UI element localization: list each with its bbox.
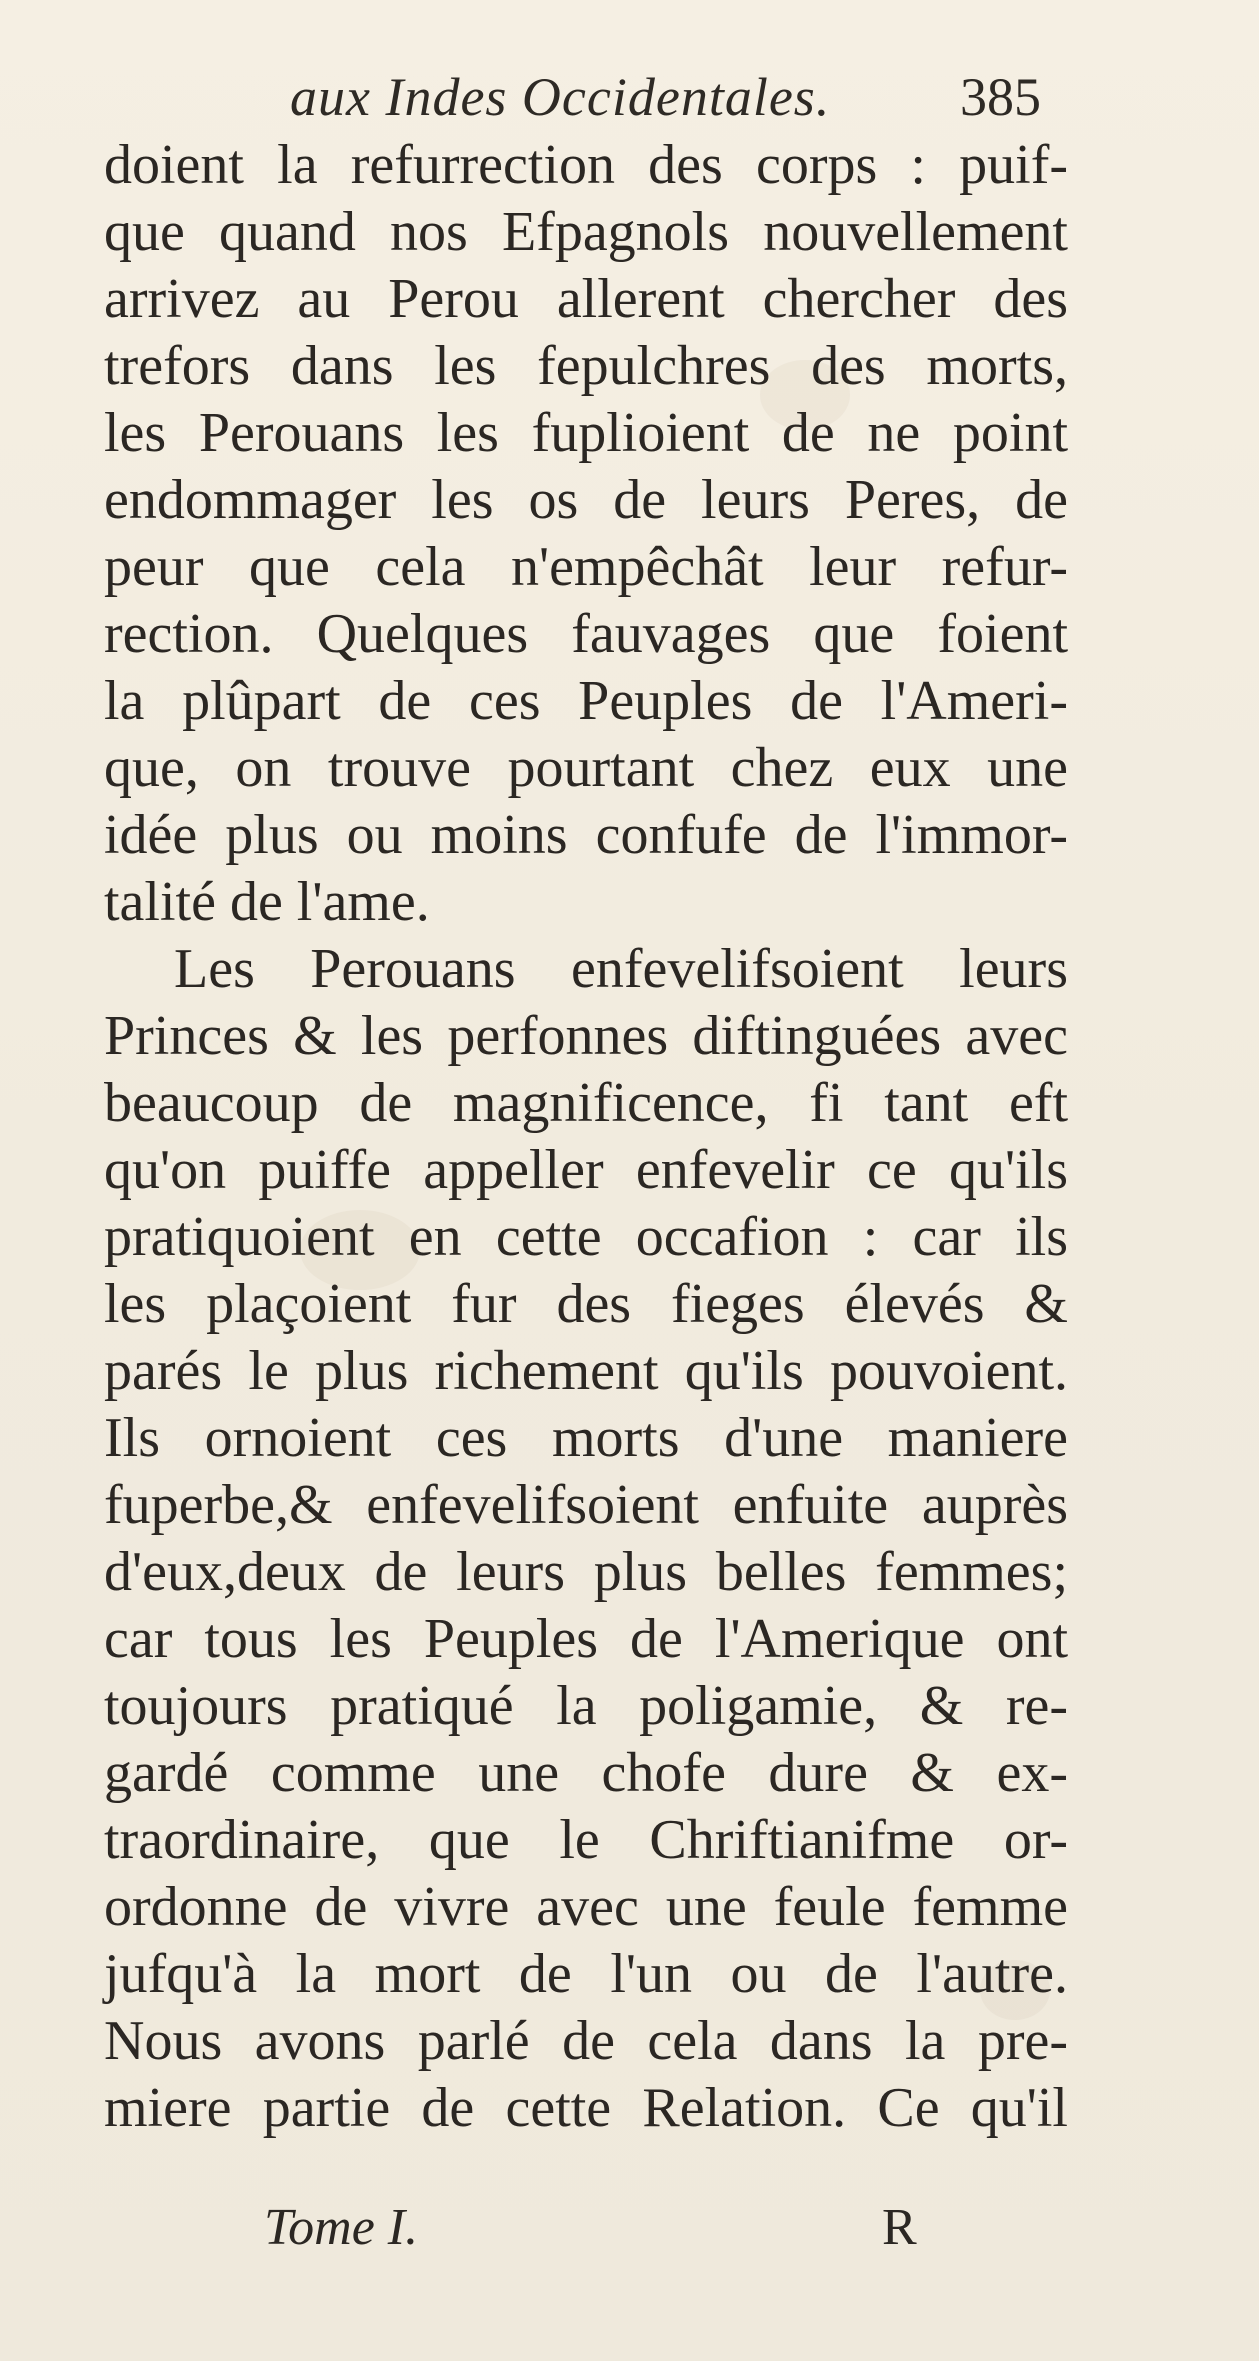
text-line: jufqu'à la mort de l'un ou de l'autre. xyxy=(104,1943,1068,2005)
text-line: rection. Quelques fauvages que foient xyxy=(104,603,1068,665)
text-line: Les Perouans enfevelifsoient leurs xyxy=(174,938,1068,1000)
text-line: talité de l'ame. xyxy=(104,871,430,933)
page-number: 385 xyxy=(960,67,1041,127)
text-line: que quand nos Efpagnols nouvellement xyxy=(104,201,1068,263)
text-line: la plûpart de ces Peuples de l'Ameri- xyxy=(104,670,1068,732)
text-line: parés le plus richement qu'ils pouvoient. xyxy=(104,1340,1068,1402)
text-line: gardé comme une chofe dure & ex- xyxy=(104,1742,1068,1804)
text-line: Nous avons parlé de cela dans la pre- xyxy=(104,2010,1068,2072)
running-title: aux Indes Occidentales. xyxy=(290,67,831,127)
text-line: traordinaire, que le Chriftianifme or- xyxy=(104,1809,1068,1871)
text-line: que, on trouve pourtant chez eux une xyxy=(104,737,1068,799)
text-line: car tous les Peuples de l'Amerique ont xyxy=(104,1608,1068,1670)
text-line: idée plus ou moins confufe de l'immor- xyxy=(104,804,1068,866)
text-line: Princes & les perfonnes diftinguées avec xyxy=(104,1005,1068,1067)
text-line: fuperbe,& enfevelifsoient enfuite auprès xyxy=(104,1474,1068,1536)
text-line: ordonne de vivre avec une feule femme xyxy=(104,1876,1068,1938)
signature-mark: R xyxy=(882,2199,917,2256)
text-line: Ils ornoient ces morts d'une maniere xyxy=(104,1407,1068,1469)
text-line: pratiquoient en cette occafion : car ils xyxy=(104,1206,1068,1268)
text-line: endommager les os de leurs Peres, de xyxy=(104,469,1068,531)
text-line: doient la refurrection des corps : puif- xyxy=(104,134,1068,196)
text-line: beaucoup de magnificence, fi tant eft xyxy=(104,1072,1068,1134)
text-line: qu'on puiffe appeller enfevelir ce qu'ils xyxy=(104,1139,1068,1201)
volume-label: Tome I. xyxy=(264,2199,419,2256)
text-line: les plaçoient fur des fieges élevés & xyxy=(104,1273,1068,1335)
page-footer xyxy=(0,2198,1259,2268)
text-line: les Perouans les fuplioient de ne point xyxy=(104,402,1068,464)
text-line: arrivez au Perou allerent chercher des xyxy=(104,268,1068,330)
text-line: toujours pratiqué la poligamie, & re- xyxy=(104,1675,1068,1737)
text-line: trefors dans les fepulchres des morts, xyxy=(104,335,1068,397)
text-line: miere partie de cette Relation. Ce qu'il xyxy=(104,2077,1068,2139)
text-line: d'eux,deux de leurs plus belles femmes; xyxy=(104,1541,1068,1603)
text-line: peur que cela n'empêchât leur refur- xyxy=(104,536,1068,598)
